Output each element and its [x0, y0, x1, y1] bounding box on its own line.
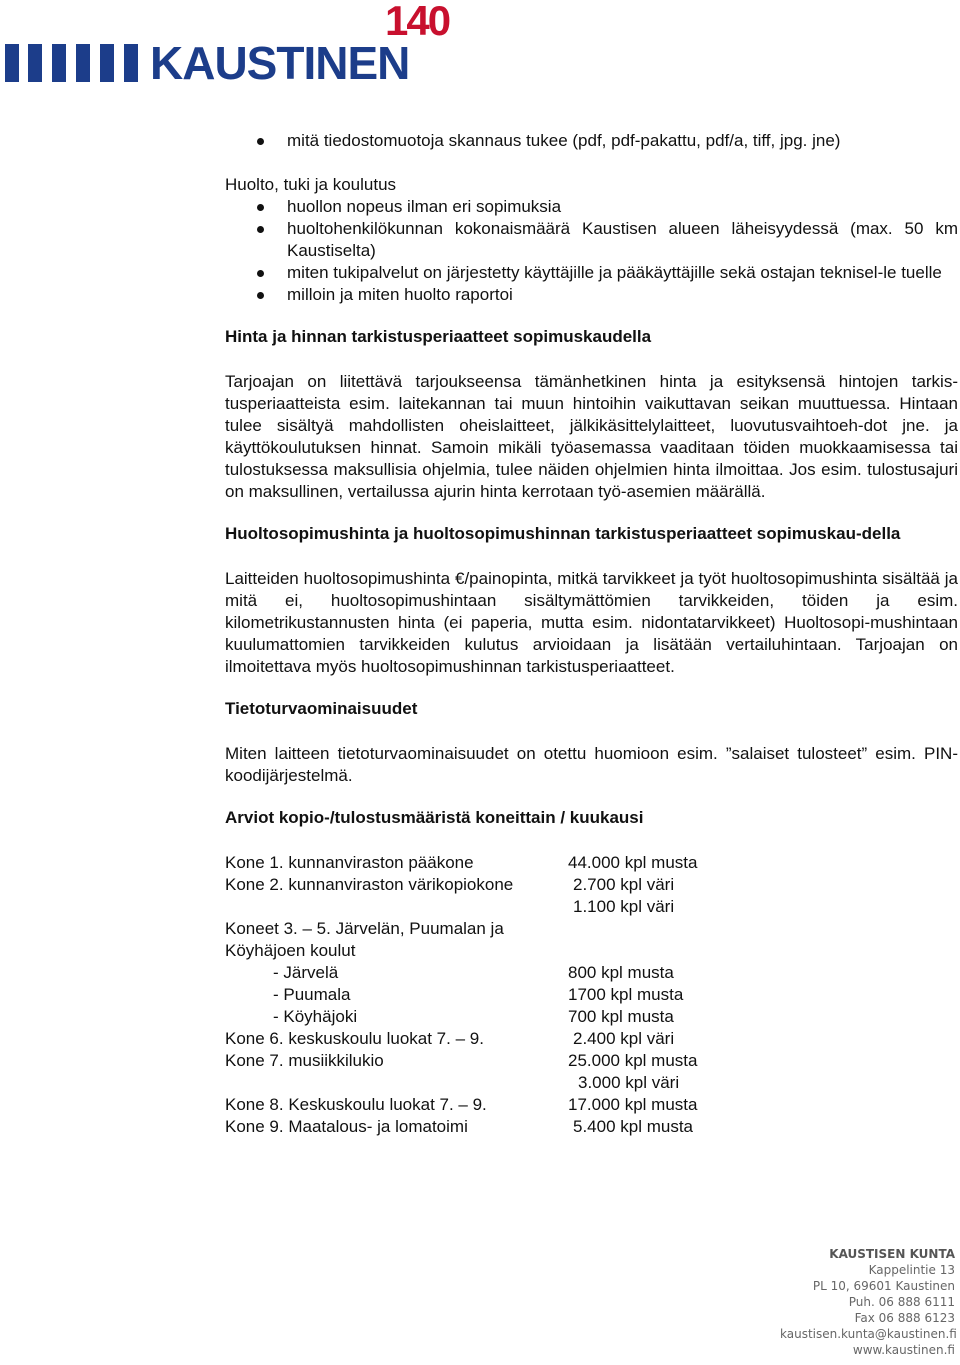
heading-huoltosopimus: Huoltosopimushinta ja huoltosopimushinnan tarkistusperiaatteet sopimuskau-della [225, 524, 901, 543]
bullet-icon [257, 270, 264, 277]
bullet-icon [257, 226, 264, 233]
bullet-text: huoltohenkilökunnan kokonaismäärä Kaustisen alueen läheisyydessä (max. 50 km Kaustiselta) [287, 219, 958, 260]
logo-anniversary-number: 140 [385, 0, 450, 44]
table-row [225, 1072, 958, 1094]
logo-stripe [124, 44, 138, 82]
kaustinen-140-logo [0, 0, 480, 92]
table-row [225, 1116, 958, 1138]
logo-stripe [100, 44, 114, 82]
logo-wordmark: KAUSTINEN [150, 37, 410, 89]
paragraph-hinta: Tarjoajan on liitettävä tarjoukseensa tämänhetkinen hinta ja esityksensä hintojen tarkis-tusperiaatteista esim. laitekannan tai muun hintoihin vaikuttavan seikan muuttuessa. Hintaan tulee sisältyä mahdollisten oheislaitteet, jälkikäsittelylaitteet, luovutusvaihtoeh-dot jne. ja käyttökoulutuksen hinnat. Samoin mikäli työasemassa vaaditaan töiden muokkaamisessa tai tulostuksessa maksullisia ohjelmia, tulee näiden ohjelmien hinta ilmoittaa. Jos esim. tulostusajuri on maksullinen, vertailussa ajurin hinta kerrotaan työ-asemien määrällä. [225, 372, 958, 501]
footer-website-link[interactable]: www.kaustinen.fi [852, 1343, 955, 1357]
volume-value: 700 kpl musta [568, 1007, 674, 1026]
bullet-item [225, 262, 958, 284]
machine-label: - Puumala [273, 985, 351, 1004]
machine-label: - Köyhäjoki [273, 1007, 358, 1026]
volume-value: 3.000 kpl väri [578, 1073, 680, 1092]
footer-postal: PL 10, 69601 Kaustinen [812, 1279, 955, 1293]
bullet-text: huollon nopeus ilman eri sopimuksia [287, 197, 562, 216]
paragraph-tietoturva: Miten laitteen tietoturvaominaisuudet on otettu huomioon esim. ”salaiset tulosteet” esim. PIN-koodijärjestelmä. [225, 744, 958, 785]
bullet-icon [257, 204, 264, 211]
bullet-text: miten tukipalvelut on järjestetty käyttäjille ja pääkäyttäjille sekä ostajan teknisel-le tuelle [287, 263, 942, 282]
table-row [225, 874, 958, 896]
bullet-text: mitä tiedostomuotoja skannaus tukee (pdf, pdf-pakattu, pdf/a, tiff, jpg. jne) [287, 131, 841, 150]
volume-value: 1.100 kpl väri [573, 897, 675, 916]
table-row [225, 896, 958, 918]
footer-street: Kappelintie 13 [868, 1263, 955, 1277]
machine-label: Kone 6. keskuskoulu luokat 7. – 9. [225, 1029, 484, 1048]
table-row [225, 940, 958, 962]
volume-value: 17.000 kpl musta [568, 1095, 698, 1114]
heading-tietoturva: Tietoturvaominaisuudet [225, 699, 418, 718]
machine-label: Kone 2. kunnanviraston värikopiokone [225, 875, 514, 894]
machine-label: Kone 8. Keskuskoulu luokat 7. – 9. [225, 1095, 487, 1114]
footer-org-name: KAUSTISEN KUNTA [829, 1247, 955, 1261]
table-row [225, 1006, 958, 1028]
paragraph-huoltosopimus: Laitteiden huoltosopimushinta €/painopinta, mitkä tarvikkeet ja työt huoltosopimushinta sisältää ja mitä ei, huoltosopimushintaan sisältymättömien tarvikkeiden, töiden ja esim. kilometrikustannusten hinta (ei paperia, mutta esim. nidontatarvikkeet) Huoltosopi-mushintaan kuulumattomien tarvikkeiden kulutus arvioidaan ja lisätään vertailuhintaan. Tarjoajan on ilmoitettava myös huoltosopimushinnan tarkistusperiaatteet. [225, 569, 958, 676]
table-row [225, 1028, 958, 1050]
footer-fax: Fax 06 888 6123 [854, 1311, 955, 1325]
bullet-item [225, 218, 958, 262]
footer-email-link[interactable]: kaustisen.kunta@kaustinen.fi [780, 1327, 957, 1341]
machine-label: Kone 9. Maatalous- ja lomatoimi [225, 1117, 468, 1136]
logo-stripe [5, 44, 19, 82]
footer-phone: Puh. 06 888 6111 [848, 1295, 955, 1309]
document-body [225, 130, 958, 1138]
bullet-icon [257, 292, 264, 299]
footer-contact-block [780, 1246, 955, 1358]
volume-value: 2.400 kpl väri [573, 1029, 675, 1048]
bullet-icon [257, 138, 264, 145]
machine-label: Kone 7. musiikkilukio [225, 1051, 384, 1070]
bullet-text: milloin ja miten huolto raportoi [287, 285, 513, 304]
bullet-item [225, 130, 958, 152]
table-row [225, 962, 958, 984]
volume-estimates-table [225, 852, 958, 1138]
volume-value: 2.700 kpl väri [573, 875, 675, 894]
volume-value: 800 kpl musta [568, 963, 674, 982]
heading-hinta: Hinta ja hinnan tarkistusperiaatteet sopimuskaudella [225, 327, 652, 346]
table-row [225, 1094, 958, 1116]
bullet-item [225, 196, 958, 218]
logo-stripe [52, 44, 66, 82]
volume-value: 25.000 kpl musta [568, 1051, 698, 1070]
volume-value: 1700 kpl musta [568, 985, 684, 1004]
volume-value: 44.000 kpl musta [568, 853, 698, 872]
logo-stripe [28, 44, 42, 82]
heading-arviot: Arviot kopio-/tulostusmääristä koneittain / kuukausi [225, 808, 644, 827]
machine-label: - Järvelä [273, 963, 339, 982]
volume-value: 5.400 kpl musta [573, 1117, 694, 1136]
section-title-huolto: Huolto, tuki ja koulutus [225, 175, 397, 194]
table-row [225, 918, 958, 940]
machine-label: Kone 1. kunnanviraston pääkone [225, 853, 474, 872]
machine-label: Koneet 3. – 5. Järvelän, Puumalan ja [225, 919, 504, 938]
table-row [225, 984, 958, 1006]
machine-label: Köyhäjoen koulut [225, 941, 356, 960]
bullet-item [225, 284, 958, 306]
table-row [225, 852, 958, 874]
table-row [225, 1050, 958, 1072]
logo-stripe [76, 44, 90, 82]
